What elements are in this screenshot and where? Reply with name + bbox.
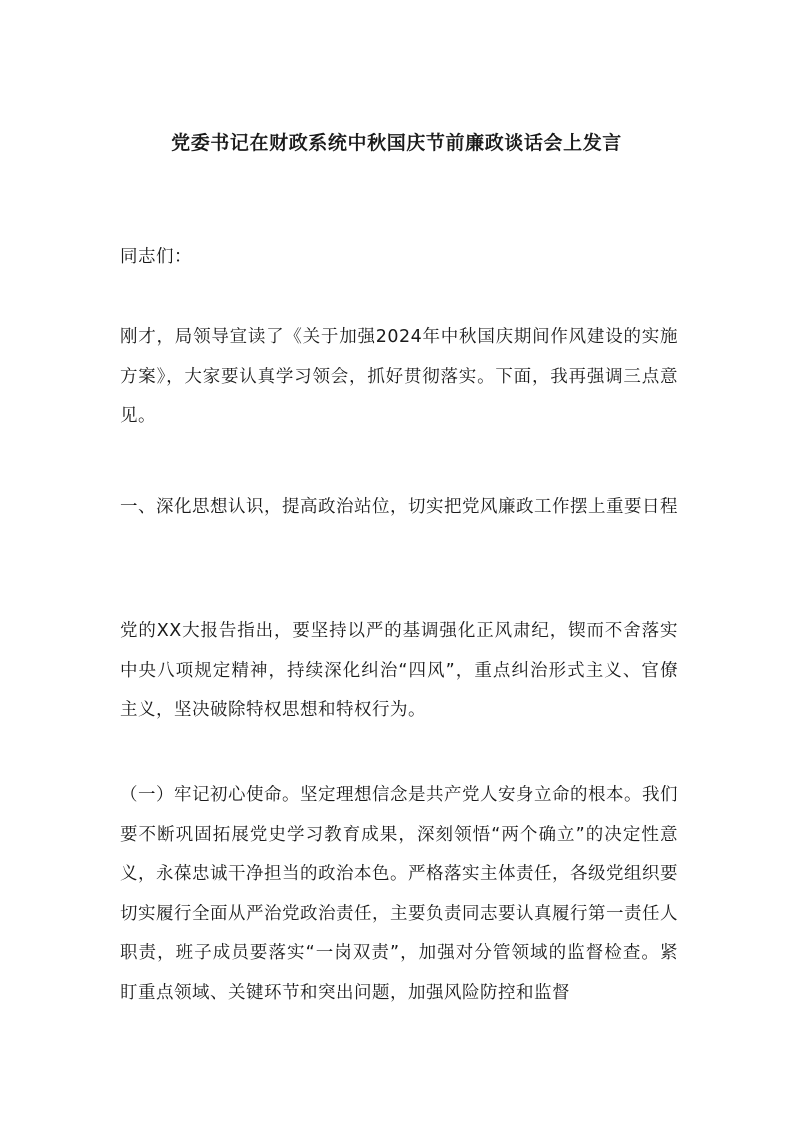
body-paragraph-2: （一）牢记初心使命。坚定理想信念是共产党人安身立命的根本。我们要不断巩固拓展党史学习教育成果，深刻领悟“两个确立”的决定性意义，永葆忠诚干净担当的政治本色。严格落实主体责任，各级党组织要切实履行全面从严治党政治责任，主要负责同志要认真履行第一责任人职责，班子成员要落实“一岗双责”，加强对分管领域的监督检查。紧盯重点领域、关键环节和突出问题，加强风险防控和监督: [120, 785, 678, 1003]
body-paragraph-1: 党的XX大报告指出，要坚持以严的基调强化正风肃纪，锲而不舍落实中央八项规定精神，持续深化纠治“四风”，重点纠治形式主义、官僚主义，坚决破除特权思想和特权行为。: [120, 621, 678, 720]
salutation-paragraph: 同志们：: [120, 247, 192, 267]
document-title: 党委书记在财政系统中秋国庆节前廉政谈话会上发言: [171, 132, 622, 154]
section-heading-1: 一、深化思想认识，提高政治站位，切实把党风廉政工作摆上重要日程: [120, 497, 678, 517]
intro-paragraph: 刚才，局领导宣读了《关于加强2024年中秋国庆期间作风建设的实施方案》，大家要认真学习领会，抓好贯彻落实。下面，我再强调三点意见。: [120, 327, 678, 426]
